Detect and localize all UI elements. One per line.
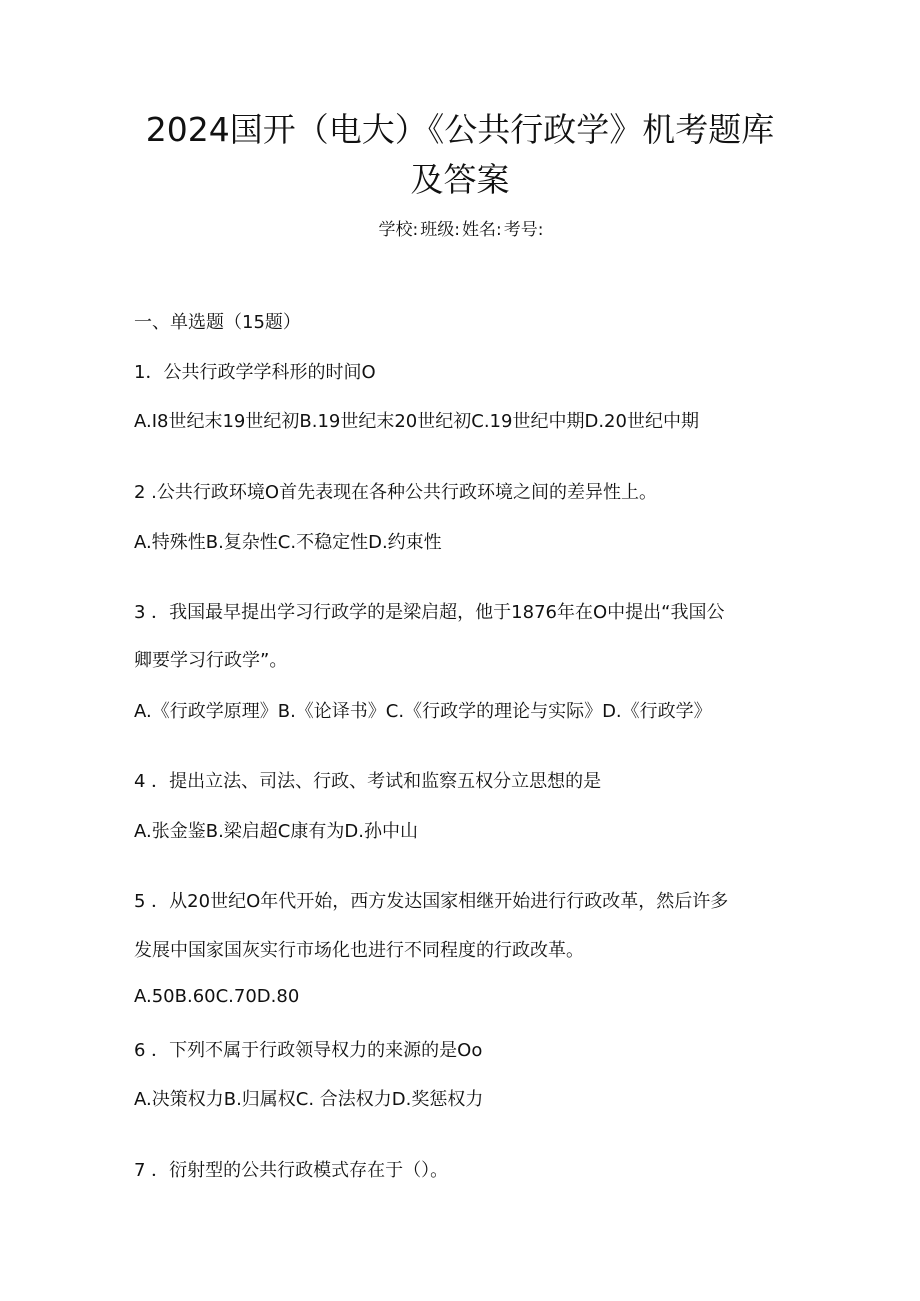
exam-number-label: 考号: [503,220,544,240]
question-5-stem-line-2: 发展中国家国灰实行市场化也进行不同程度的行政改革。 [134,940,584,961]
question-3-stem-line-2: 卿要学习行政学”。 [134,650,288,671]
question-3-stem-line-1: 3 ．我国最早提出学习行政学的是梁启超，他于1876年在O中提出“我国公 [134,602,725,623]
question-5-options: A.50B.60C.70D.80 [134,986,300,1007]
name-label: 姓名: [462,220,502,240]
question-4-stem: 4 ．提出立法、司法、行政、考试和监察五权分立思想的是 [134,771,602,792]
school-label: 学校: [378,220,419,240]
class-label: 班级: [420,220,460,240]
section-heading: 一、单选题（15题） [134,312,301,333]
question-2-stem: 2 .公共行政环境O首先表现在各种公共行政环境之间的差异性上。 [134,482,658,503]
student-info-line [0,218,920,242]
question-1-stem: 1．公共行政学学科形的时间O [134,362,376,383]
question-7-stem: 7 ．衍射型的公共行政模式存在于（）。 [134,1160,449,1181]
question-4-options: A.张金鉴B.梁启超C康有为D.孙中山 [134,821,418,842]
question-6-stem: 6 ．下列不属于行政领导权力的来源的是Oo [134,1040,483,1061]
question-1-options: A.I8世纪末19世纪初B.19世纪末20世纪初C.19世纪中期D.20世纪中期 [134,411,699,432]
document-title-line-1: 2024国开（电大）《公共行政学》机考题库 [145,110,775,149]
question-5-stem-line-1: 5 ．从20世纪O年代开始，西方发达国家相继开始进行行政改革，然后许多 [134,891,729,912]
question-2-options: A.特殊性B.复杂性C.不稳定性D.约束性 [134,532,442,553]
document-title-line-2: 及答案 [410,160,510,199]
question-3-options: A.《行政学原理》B.《论译书》C.《行政学的理论与实际》D.《行政学》 [134,701,712,722]
question-6-options: A.决策权力B.归属权C. 合法权力D.奖惩权力 [134,1089,484,1110]
